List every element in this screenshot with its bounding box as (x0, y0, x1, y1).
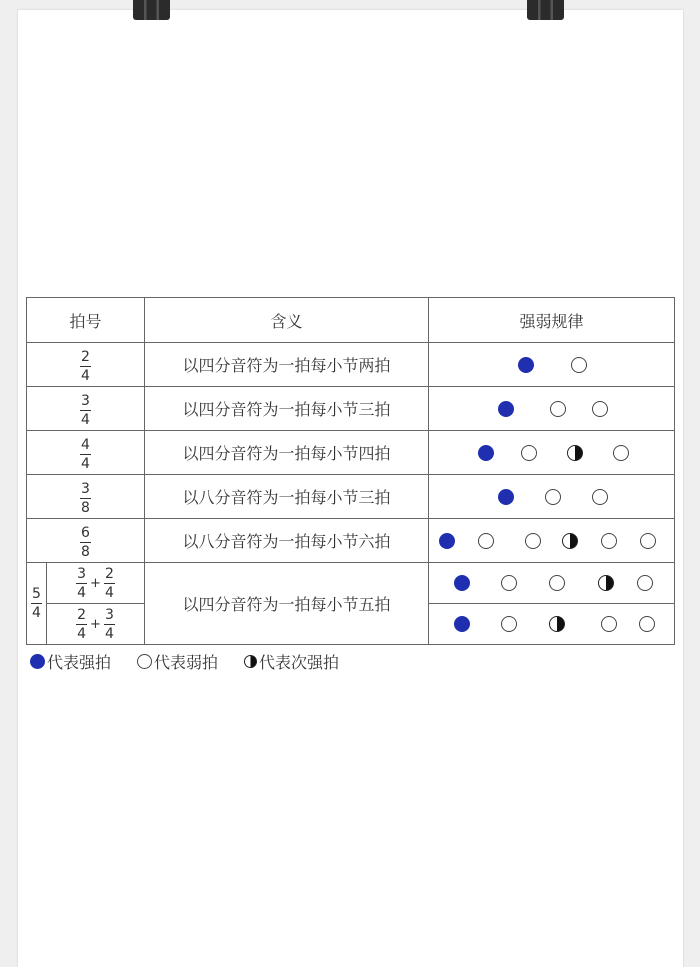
fraction-numerator: 3 (81, 393, 90, 409)
time-signature-cell (27, 519, 145, 563)
beat-pattern (429, 604, 674, 644)
weak-beat-icon (637, 575, 653, 591)
time-signature-fraction (80, 526, 91, 559)
beat-pattern-cell (429, 431, 675, 475)
beat-pattern-cell (429, 604, 675, 645)
plus-sign: + (90, 575, 101, 591)
secondary-strong-beat-icon (598, 575, 614, 591)
secondary-strong-beat-icon (562, 533, 578, 549)
meter-breakdown (76, 567, 115, 600)
legend-item-weak (137, 650, 218, 673)
beat-pattern (429, 519, 674, 562)
strong-beat-icon (498, 401, 514, 417)
beat-pattern (429, 387, 674, 430)
strong-beat-icon (30, 654, 45, 669)
meaning-cell: 以八分音符为一拍每小节六拍 (145, 519, 429, 563)
time-signature-fraction (76, 567, 87, 600)
table-row-five-four-a (27, 563, 675, 604)
strong-beat-icon (454, 616, 470, 632)
weak-beat-icon (592, 489, 608, 505)
beat-pattern-cell (429, 475, 675, 519)
weak-beat-icon (521, 445, 537, 461)
header-beat-pattern: 强弱规律 (429, 298, 675, 343)
time-signature-cell (27, 343, 145, 387)
time-signature-fraction (80, 482, 91, 515)
meaning-cell: 以四分音符为一拍每小节四拍 (145, 431, 429, 475)
beat-pattern (429, 431, 674, 474)
weak-beat-icon (639, 616, 655, 632)
beat-pattern-cell (429, 387, 675, 431)
strong-beat-icon (498, 489, 514, 505)
legend-item-strong (30, 650, 111, 673)
fraction-denominator: 4 (77, 625, 87, 642)
table-header-row (27, 298, 675, 343)
fraction-denominator: 4 (81, 368, 90, 384)
weak-beat-icon (501, 575, 517, 591)
fraction-numerator: 3 (81, 481, 90, 497)
time-signature-fraction (104, 567, 115, 600)
five-four-meter-cell (27, 563, 47, 644)
fraction-numerator: 2 (104, 565, 114, 582)
meaning-cell: 以四分音符为一拍每小节三拍 (145, 387, 429, 431)
fraction-denominator: 4 (104, 625, 114, 642)
weak-beat-icon (571, 357, 587, 373)
header-time-signature: 拍号 (27, 298, 145, 343)
table-row (27, 431, 675, 475)
table-row (27, 519, 675, 563)
time-signature-cell (27, 431, 145, 475)
time-signature-fraction (104, 608, 115, 641)
weak-beat-icon (525, 533, 541, 549)
table-row (27, 475, 675, 519)
time-signature-fraction (31, 587, 42, 620)
time-signature-cell (27, 387, 145, 431)
meter-breakdown (76, 608, 115, 641)
fraction-denominator: 8 (81, 544, 90, 560)
weak-beat-icon (545, 489, 561, 505)
plus-sign: + (90, 616, 101, 632)
weak-beat-icon (613, 445, 629, 461)
fraction-denominator: 4 (77, 584, 87, 601)
weak-beat-icon (478, 533, 494, 549)
beat-pattern (429, 563, 674, 603)
meter-breakdown-cell (47, 563, 144, 604)
legend-item-medium (244, 650, 339, 673)
secondary-strong-beat-icon (244, 655, 257, 668)
weak-beat-icon (601, 616, 617, 632)
beat-pattern (429, 475, 674, 518)
fraction-denominator: 4 (81, 456, 90, 472)
strong-beat-icon (478, 445, 494, 461)
five-four-time-signature-cell (27, 563, 145, 645)
fraction-numerator: 6 (81, 525, 90, 541)
fraction-denominator: 8 (81, 500, 90, 516)
legend-label: 代表次强拍 (259, 653, 340, 672)
weak-beat-icon (592, 401, 608, 417)
fraction-denominator: 4 (104, 584, 114, 601)
legend (30, 650, 365, 673)
meaning-cell: 以八分音符为一拍每小节三拍 (145, 475, 429, 519)
meaning-cell: 以四分音符为一拍每小节两拍 (145, 343, 429, 387)
table-row (27, 387, 675, 431)
time-signature-table (26, 297, 675, 645)
binder-clip-right (527, 0, 564, 20)
fraction-denominator: 4 (81, 412, 90, 428)
binder-clip-left (133, 0, 170, 20)
fraction-numerator: 2 (77, 606, 87, 623)
strong-beat-icon (518, 357, 534, 373)
beat-pattern (429, 343, 674, 386)
beat-pattern-cell (429, 343, 675, 387)
fraction-numerator: 4 (81, 437, 90, 453)
time-signature-fraction (80, 350, 91, 383)
fraction-numerator: 5 (32, 586, 41, 602)
fraction-numerator: 3 (104, 606, 114, 623)
time-signature-cell (27, 475, 145, 519)
beat-pattern-cell (429, 563, 675, 604)
fraction-numerator: 3 (77, 565, 87, 582)
fraction-numerator: 2 (81, 349, 90, 365)
secondary-strong-beat-icon (567, 445, 583, 461)
weak-beat-icon (640, 533, 656, 549)
legend-label: 代表弱拍 (154, 653, 219, 672)
meter-breakdown-cell (47, 604, 144, 644)
time-signature-fraction (76, 608, 87, 641)
weak-beat-icon (501, 616, 517, 632)
strong-beat-icon (454, 575, 470, 591)
weak-beat-icon (601, 533, 617, 549)
weak-beat-icon (549, 575, 565, 591)
legend-label: 代表强拍 (47, 653, 112, 672)
time-signature-fraction (80, 438, 91, 471)
meaning-cell: 以四分音符为一拍每小节五拍 (145, 563, 429, 645)
secondary-strong-beat-icon (549, 616, 565, 632)
time-signature-fraction (80, 394, 91, 427)
header-meaning: 含义 (145, 298, 429, 343)
fraction-denominator: 4 (32, 605, 41, 621)
weak-beat-icon (550, 401, 566, 417)
beat-pattern-cell (429, 519, 675, 563)
table-row (27, 343, 675, 387)
strong-beat-icon (439, 533, 455, 549)
weak-beat-icon (137, 654, 152, 669)
